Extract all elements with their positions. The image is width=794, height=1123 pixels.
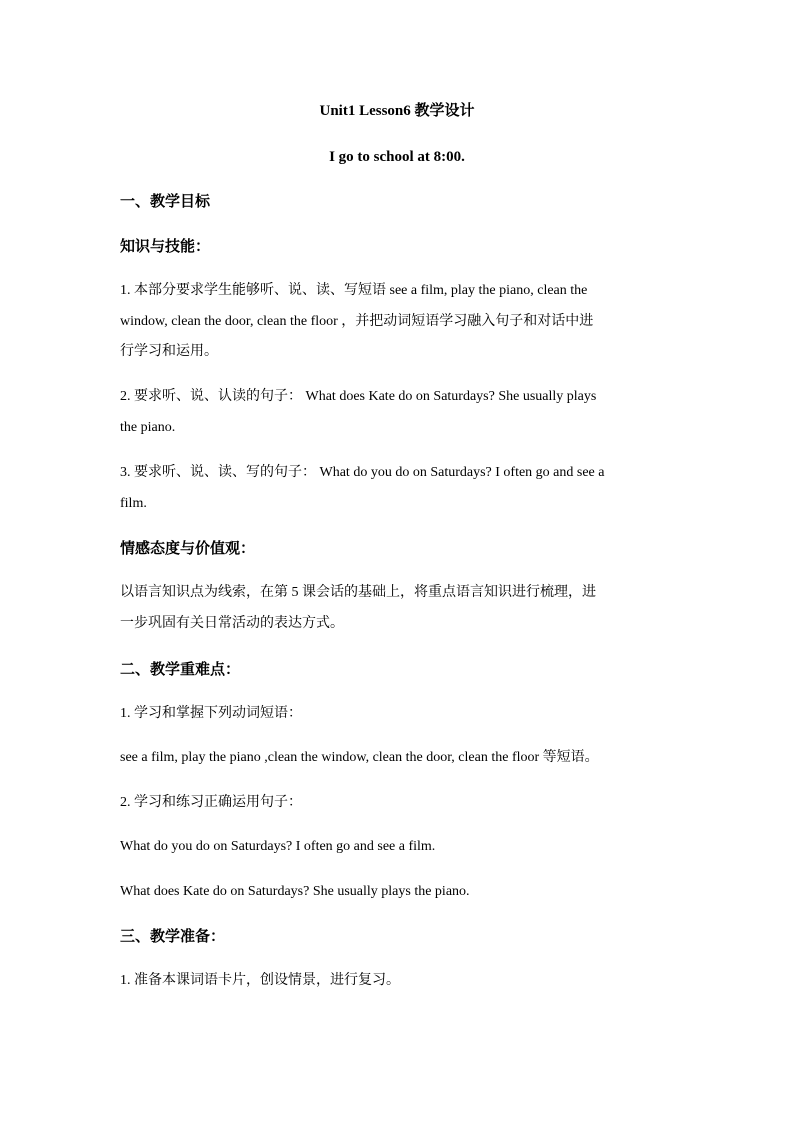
objective-3-line-2: film. [120,496,147,511]
objective-1-line-3: 行学习和运用。 [120,344,218,359]
document-title: Unit1 Lesson6 教学设计 [319,103,475,119]
objective-2-line-2: the piano. [120,420,176,435]
key-point-2: 2. 学习和练习正确运用句子： [120,795,302,810]
section-2-heading: 二、教学重难点： [120,660,241,678]
key-point-1: 1. 学习和掌握下列动词短语： [120,706,302,721]
objective-1-line-2: window, clean the door, clean the floor ，并把动词短语学习融入句子和对话中进 [120,314,594,329]
attitude-values-heading: 情感态度与价值观： [120,539,256,557]
objective-3-line-1: 3. 要求听、说、读、写的句子： What do you do on Saturdays? I often go and see a [120,465,605,480]
key-sentence-2: What does Kate do on Saturdays? She usually plays the piano. [120,884,470,899]
key-sentence-1: What do you do on Saturdays? I often go and see a film. [120,839,436,854]
preparation-1: 1. 准备本课词语卡片，创设情景，进行复习。 [120,973,400,988]
document-subtitle: I go to school at 8:00. [329,149,465,165]
key-phrases: see a film, play the piano ,clean the window, clean the door, clean the floor 等短语。 [120,750,599,765]
attitude-text-line-1: 以语言知识点为线索，在第 5 课会话的基础上，将重点语言知识进行梳理，进 [120,585,596,600]
section-3-heading: 三、教学准备： [120,927,226,945]
objective-1-line-1: 1. 本部分要求学生能够听、说、读、写短语 see a film, play the piano, clean the [120,283,588,298]
section-1-heading: 一、教学目标 [120,192,211,210]
objective-2-line-1: 2. 要求听、说、认读的句子： What does Kate do on Saturdays? She usually plays [120,389,597,404]
knowledge-skills-heading: 知识与技能： [120,237,211,255]
attitude-text-line-2: 一步巩固有关日常活动的表达方式。 [120,616,344,631]
